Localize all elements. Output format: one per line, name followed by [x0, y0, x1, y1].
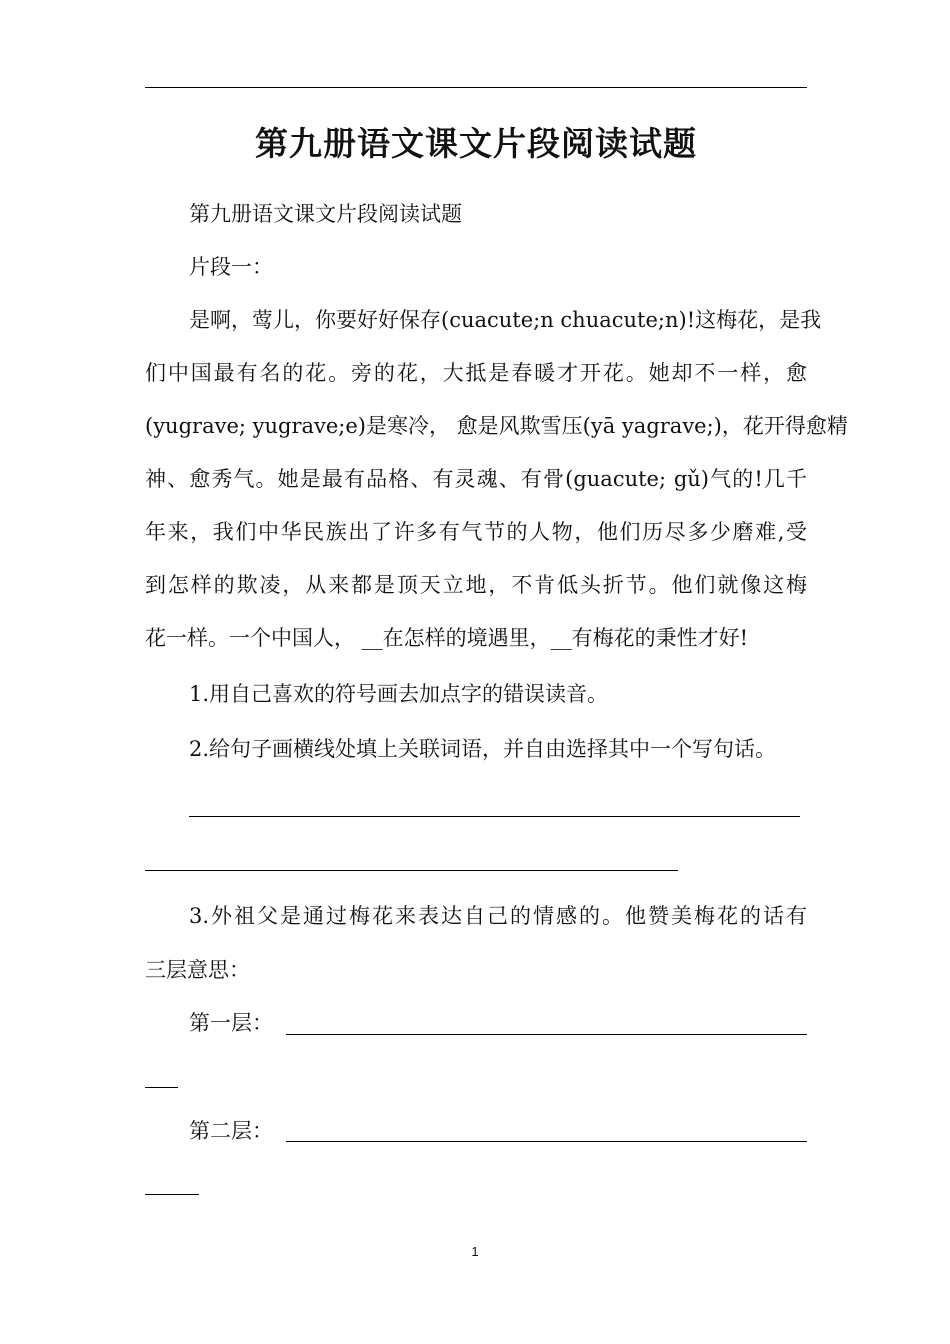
passage-line: 们中国最有名的花。旁的花，大抵是春暖才开花。她却不一样，愈: [145, 361, 807, 385]
section-label: 片段一：: [189, 255, 273, 279]
question-3-continued: 三层意思：: [145, 958, 250, 982]
layer-1-label: 第一层：: [189, 1011, 273, 1035]
question-1: 1.用自己喜欢的符号画去加点字的错误读音。: [189, 682, 609, 706]
question-2: 2.给句子画横线处填上关联词语，并自由选择其中一个写句话。: [189, 737, 777, 761]
layer-2-label: 第二层：: [189, 1119, 273, 1143]
header-rule: [145, 87, 807, 88]
subtitle: 第九册语文课文片段阅读试题: [189, 202, 462, 226]
page-title: 第九册语文课文片段阅读试题: [255, 124, 697, 163]
layer-2-answer-line: [286, 1141, 807, 1142]
answer-blank-line: [189, 816, 800, 817]
layer-2-answer-line-continued: [145, 1194, 199, 1195]
passage-line: 神、愈秀气。她是最有品格、有灵魂、有骨(guacute; gǔ)气的!几千: [145, 467, 807, 491]
question-3: 3.外祖父是通过梅花来表达自己的情感的。他赞美梅花的话有: [189, 904, 807, 928]
layer-1-answer-line-continued: [145, 1087, 178, 1088]
passage-line: 是啊，莺儿，你要好好保存(cuacute;n chuacute;n)!这梅花，是我: [189, 308, 822, 332]
passage-line: 到怎样的欺凌，从来都是顶天立地，不肯低头折节。他们就像这梅: [145, 573, 807, 597]
passage-line: 年来，我们中华民族出了许多有气节的人物，他们历尽多少磨难,受: [145, 520, 807, 544]
page-number: 1: [471, 1244, 479, 1259]
passage-line: 花一样。一个中国人， __在怎样的境遇里，__有梅花的秉性才好!: [145, 626, 749, 650]
passage-line: (yugrave; yugrave;e)是寒冷， 愈是风欺雪压(yā yagrave;)，花开得愈精: [145, 414, 848, 438]
answer-blank-line: [145, 870, 678, 871]
layer-1-answer-line: [286, 1034, 807, 1035]
